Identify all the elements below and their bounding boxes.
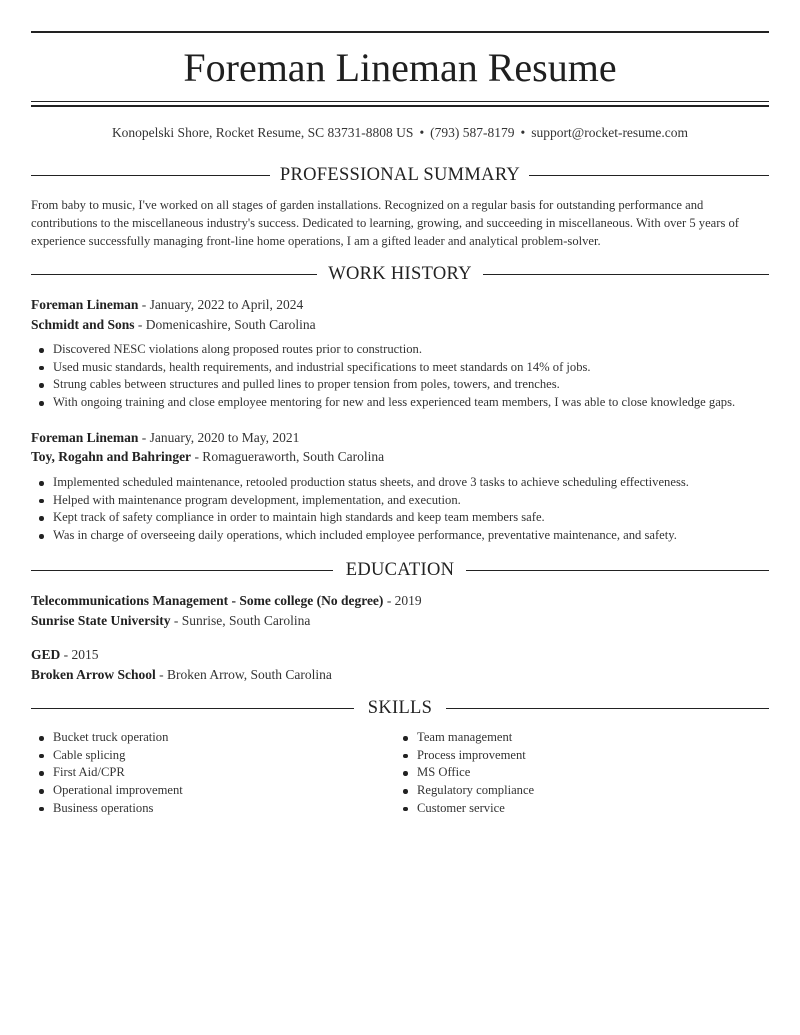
- education-degree-line: [31, 591, 769, 610]
- contact-separator: •: [520, 125, 526, 140]
- job-duties-list: [31, 474, 791, 545]
- section-title-summary: PROFESSIONAL SUMMARY: [279, 165, 521, 185]
- title-divider-thick: [31, 105, 769, 107]
- education-year: - 2019: [383, 593, 422, 608]
- job-title: Foreman Lineman: [31, 430, 139, 445]
- section-header-summary: [31, 163, 769, 187]
- job-location: - Romagueraworth, South Carolina: [191, 449, 385, 464]
- skill-item: First Aid/CPR: [53, 764, 393, 782]
- job-location: - Domenicashire, South Carolina: [134, 317, 316, 332]
- list-item: Strung cables between structures and pulled lines to proper tension from poles, towers, and trenches.: [53, 376, 791, 394]
- education-location: - Broken Arrow, South Carolina: [155, 667, 332, 682]
- contact-separator: •: [419, 125, 425, 140]
- job-dates: - January, 2022 to April, 2024: [138, 297, 304, 312]
- section-header-work-history: [31, 262, 769, 286]
- education-school-line: [31, 665, 769, 684]
- title-divider-thin: [31, 101, 769, 102]
- job-company: Schmidt and Sons: [31, 317, 135, 332]
- job-company-line: [31, 447, 769, 466]
- contact-phone: (793) 587-8179: [430, 125, 515, 140]
- job-company-line: [31, 315, 769, 334]
- contact-line: [31, 123, 769, 143]
- contact-address: Konopelski Shore, Rocket Resume, SC 83731-8808 US: [111, 125, 414, 140]
- summary-paragraph: From baby to music, I've worked on all stages of garden installations. Recognized on a regular basis for outstanding performance and contributions to the miscellaneous industry's success. Dedicated to learning, growing, and succeeding in miscellaneous. With over 5 years of experience successfully managing front-line home operations, I am a gifted leader and analytical problem-solver.: [31, 198, 740, 248]
- job-dates: - January, 2020 to May, 2021: [138, 430, 300, 445]
- list-item: Discovered NESC violations along proposed routes prior to construction.: [53, 341, 791, 359]
- education-location: - Sunrise, South Carolina: [170, 613, 311, 628]
- skill-item: Customer service: [417, 800, 757, 818]
- education-degree-line: [31, 645, 769, 664]
- job-company: Toy, Rogahn and Bahringer: [31, 449, 192, 464]
- skill-item: MS Office: [417, 764, 757, 782]
- education-degree: GED: [31, 647, 61, 662]
- skill-item: Bucket truck operation: [53, 729, 393, 747]
- section-title-education: EDUCATION: [345, 560, 455, 580]
- education-school: Sunrise State University: [31, 613, 171, 628]
- section-title-skills: SKILLS: [367, 698, 433, 718]
- section-title-work-history: WORK HISTORY: [328, 264, 472, 284]
- contact-email: support@rocket-resume.com: [531, 125, 689, 140]
- section-header-skills: [31, 696, 769, 720]
- list-item: Kept track of safety compliance in order to maintain high standards and keep team members safe.: [53, 509, 791, 527]
- list-item: Implemented scheduled maintenance, retooled production status sheets, and drove 3 tasks to achieve scheduling effectiveness.: [53, 474, 791, 492]
- skills-list-right: [395, 729, 757, 818]
- education-school-line: [31, 611, 769, 630]
- skill-item: Team management: [417, 729, 757, 747]
- job-title-line: [31, 428, 769, 447]
- job-title-line: [31, 295, 769, 314]
- list-item: With ongoing training and close employee mentoring for new and less experienced team members, I was able to close knowledge gaps.: [53, 394, 791, 412]
- education-degree: Telecommunications Management - Some college (No degree): [31, 593, 384, 608]
- education-year: - 2015: [60, 647, 99, 662]
- resume-title: Foreman Lineman Resume: [183, 45, 617, 90]
- skill-item: Process improvement: [417, 747, 757, 765]
- section-header-education: [31, 558, 769, 582]
- skill-item: Business operations: [53, 800, 393, 818]
- list-item: Was in charge of overseeing daily operations, which included employee performance, preventative maintenance, and safety.: [53, 527, 791, 545]
- skill-item: Operational improvement: [53, 782, 393, 800]
- skill-item: Regulatory compliance: [417, 782, 757, 800]
- list-item: Helped with maintenance program development, implementation, and execution.: [53, 492, 791, 510]
- job-title: Foreman Lineman: [31, 297, 139, 312]
- top-divider: [31, 31, 769, 33]
- education-school: Broken Arrow School: [31, 667, 156, 682]
- skills-list-left: [31, 729, 393, 818]
- skill-item: Cable splicing: [53, 747, 393, 765]
- list-item: Used music standards, health requirements, and industrial specifications to meet standards on 14% of jobs.: [53, 359, 791, 377]
- job-duties-list: [31, 341, 791, 412]
